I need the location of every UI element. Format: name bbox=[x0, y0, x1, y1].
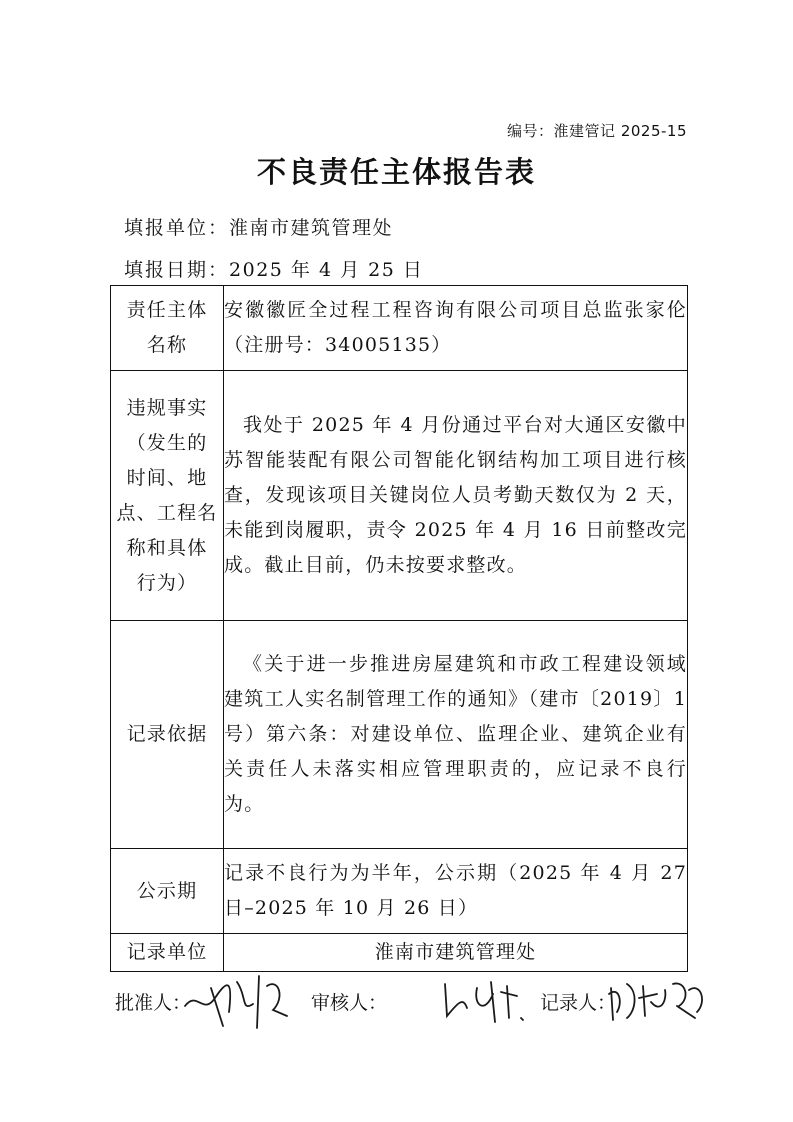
recorder-label: 记录人： bbox=[540, 992, 617, 1014]
subject-label-line-2: 名称 bbox=[146, 334, 188, 356]
facts-label bbox=[111, 371, 224, 621]
facts-label-line-4: 点、工程名 bbox=[116, 501, 218, 524]
record-unit-label: 记录单位 bbox=[111, 934, 224, 972]
doc-number: 编号：淮建管记 2025-15 bbox=[507, 122, 687, 140]
facts-label-line-2: （发生的 bbox=[126, 431, 208, 454]
page-title: 不良责任主体报告表 bbox=[256, 155, 536, 189]
fill-date-value: 2025 年 4 月 25 日 bbox=[229, 259, 424, 281]
facts-value: 我处于 2025 年 4 月份通过平台对大通区安徽中苏智能装配有限公司智能化钢结构加工项目进行核查，发现该项目关键岗位人员考勤天数仅为 2 天，未能到岗履职，责令 2025 年 4 月 16 日前整改完成。截止目前，仍未按要求整改。 bbox=[224, 371, 688, 621]
publicity-value: 记录不良行为为半年，公示期（2025 年 4 月 27 日–2025 年 10 月 26 日） bbox=[224, 849, 688, 934]
facts-label-line-6: 行为） bbox=[136, 571, 198, 594]
report-table bbox=[110, 285, 688, 972]
reviewer-signature bbox=[437, 974, 527, 1029]
facts-label-line-1: 违规事实 bbox=[126, 396, 208, 419]
signature-area bbox=[115, 978, 715, 1038]
row-subject bbox=[111, 286, 688, 371]
basis-label: 记录依据 bbox=[111, 621, 224, 849]
approver-label: 批准人： bbox=[115, 992, 192, 1014]
record-unit-value: 淮南市建筑管理处 bbox=[224, 934, 688, 972]
fill-unit bbox=[124, 213, 393, 240]
publicity-label: 公示期 bbox=[111, 849, 224, 934]
recorder-signature bbox=[605, 972, 711, 1027]
facts-label-line-5: 称和具体 bbox=[126, 536, 208, 559]
fill-unit-value: 淮南市建筑管理处 bbox=[229, 217, 394, 239]
subject-label-line-1: 责任主体 bbox=[126, 299, 208, 321]
facts-label-line-3: 时间、地 bbox=[126, 466, 208, 489]
row-publicity bbox=[111, 849, 688, 934]
fill-unit-label: 填报单位： bbox=[124, 217, 230, 239]
basis-value: 《关于进一步推进房屋建筑和市政工程建设领域建筑工人实名制管理工作的通知》（建市〔2019〕1 号）第六条：对建设单位、监理企业、建筑企业有关责任人未落实相应管理职责的，应记录不良行为。 bbox=[224, 621, 688, 849]
reviewer-label: 审核人： bbox=[311, 992, 388, 1014]
fill-date bbox=[124, 255, 423, 282]
row-facts bbox=[111, 371, 688, 621]
subject-value: 安徽徽匠全过程工程咨询有限公司项目总监张家伦（注册号：34005135） bbox=[224, 286, 688, 371]
subject-label bbox=[111, 286, 224, 371]
row-basis bbox=[111, 621, 688, 849]
row-record-unit bbox=[111, 934, 688, 972]
approver-signature bbox=[175, 968, 295, 1033]
fill-date-label: 填报日期： bbox=[124, 259, 230, 281]
